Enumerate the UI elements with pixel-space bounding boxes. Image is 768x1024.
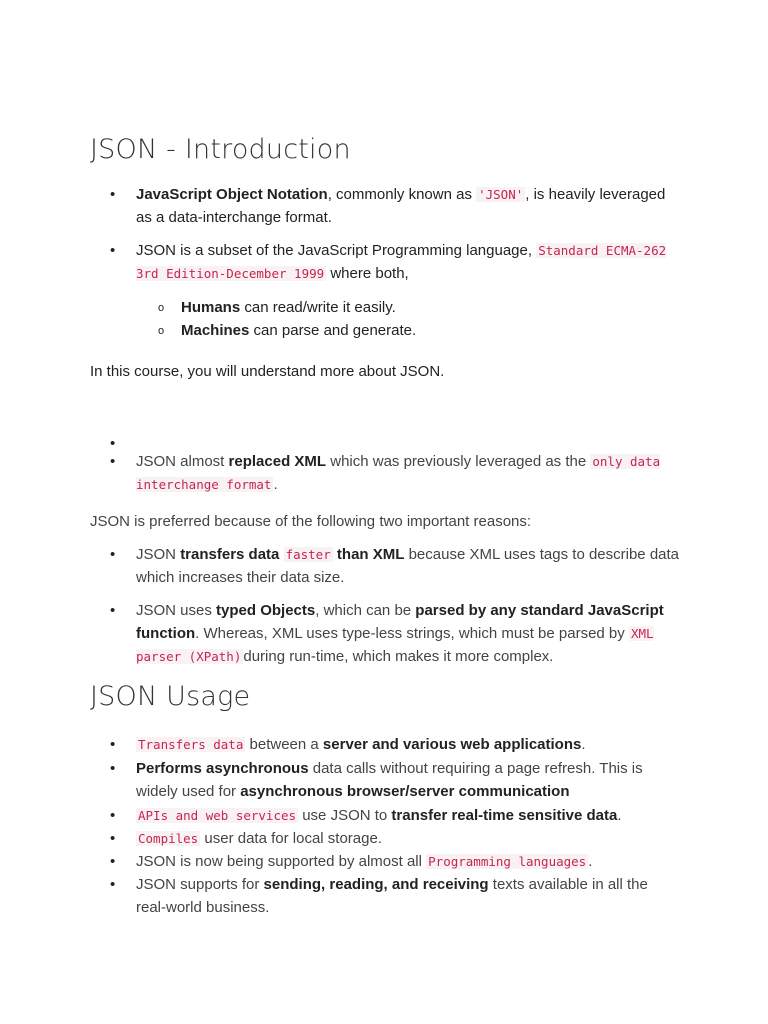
inline-code: Standard ECMA-262 3rd Edition-December 1999 <box>136 243 667 281</box>
inline-code: only data interchange format <box>136 454 661 492</box>
reason-bullet-1: • JSON transfers data faster than XML because XML uses tags to describe data which increases their data size. <box>112 543 682 589</box>
usage-bullet-1: • Transfers data between a server and various web applications. <box>112 733 672 756</box>
intro-paragraph: In this course, you will understand more about JSON. <box>90 363 445 380</box>
inline-code: APIs and web services <box>138 808 297 823</box>
reason-bullet-2: • JSON uses typed Objects, which can be parsed by any standard JavaScript function. Whereas, XML uses type-less strings, which must be parsed by XML parser (XPath) during run-time, which makes it more complex. <box>112 599 682 668</box>
inline-code: XML parser (XPath) <box>136 626 654 664</box>
inline-code: Transfers data <box>138 737 244 752</box>
reasons-paragraph: JSON is preferred because of the following two important reasons: <box>90 513 532 530</box>
inline-code: 'JSON' <box>478 187 524 202</box>
inline-code: Programming languages <box>428 854 587 869</box>
inline-code: Compiles <box>138 831 199 846</box>
intro-title: JSON - Introduction <box>90 134 351 165</box>
inline-code: faster <box>285 547 331 562</box>
usage-bullet-2: • Performs asynchronous data calls without requiring a page refresh. This is widely used for asynchronous browser/server communication <box>112 757 672 803</box>
usage-bullet-4: • Compiles user data for local storage. <box>112 827 672 850</box>
usage-bullet-3: • APIs and web services use JSON to transfer real-time sensitive data. <box>112 804 672 827</box>
intro-bullet-1: • JavaScript Object Notation, commonly known as 'JSON' , is heavily leveraged as a data-interchange format. <box>112 183 672 229</box>
bold-text: JavaScript Object Notation <box>136 186 328 203</box>
intro-sub-bullet-1: o Humans can read/write it easily. <box>158 296 396 319</box>
usage-bullet-6: • JSON supports for sending, reading, and receiving texts available in all the real-world business. <box>112 873 672 919</box>
intro-sub-bullet-2: o Machines can parse and generate. <box>158 319 416 342</box>
usage-bullet-5: • JSON is now being supported by almost all Programming languages . <box>112 850 672 873</box>
xml-bullet-1: • JSON almost replaced XML which was previously leveraged as the only data interchange format . <box>112 450 672 496</box>
intro-bullet-2: • JSON is a subset of the JavaScript Programming language, Standard ECMA-262 3rd Edition-December 1999 where both, <box>112 239 672 285</box>
usage-title: JSON Usage <box>90 681 251 712</box>
